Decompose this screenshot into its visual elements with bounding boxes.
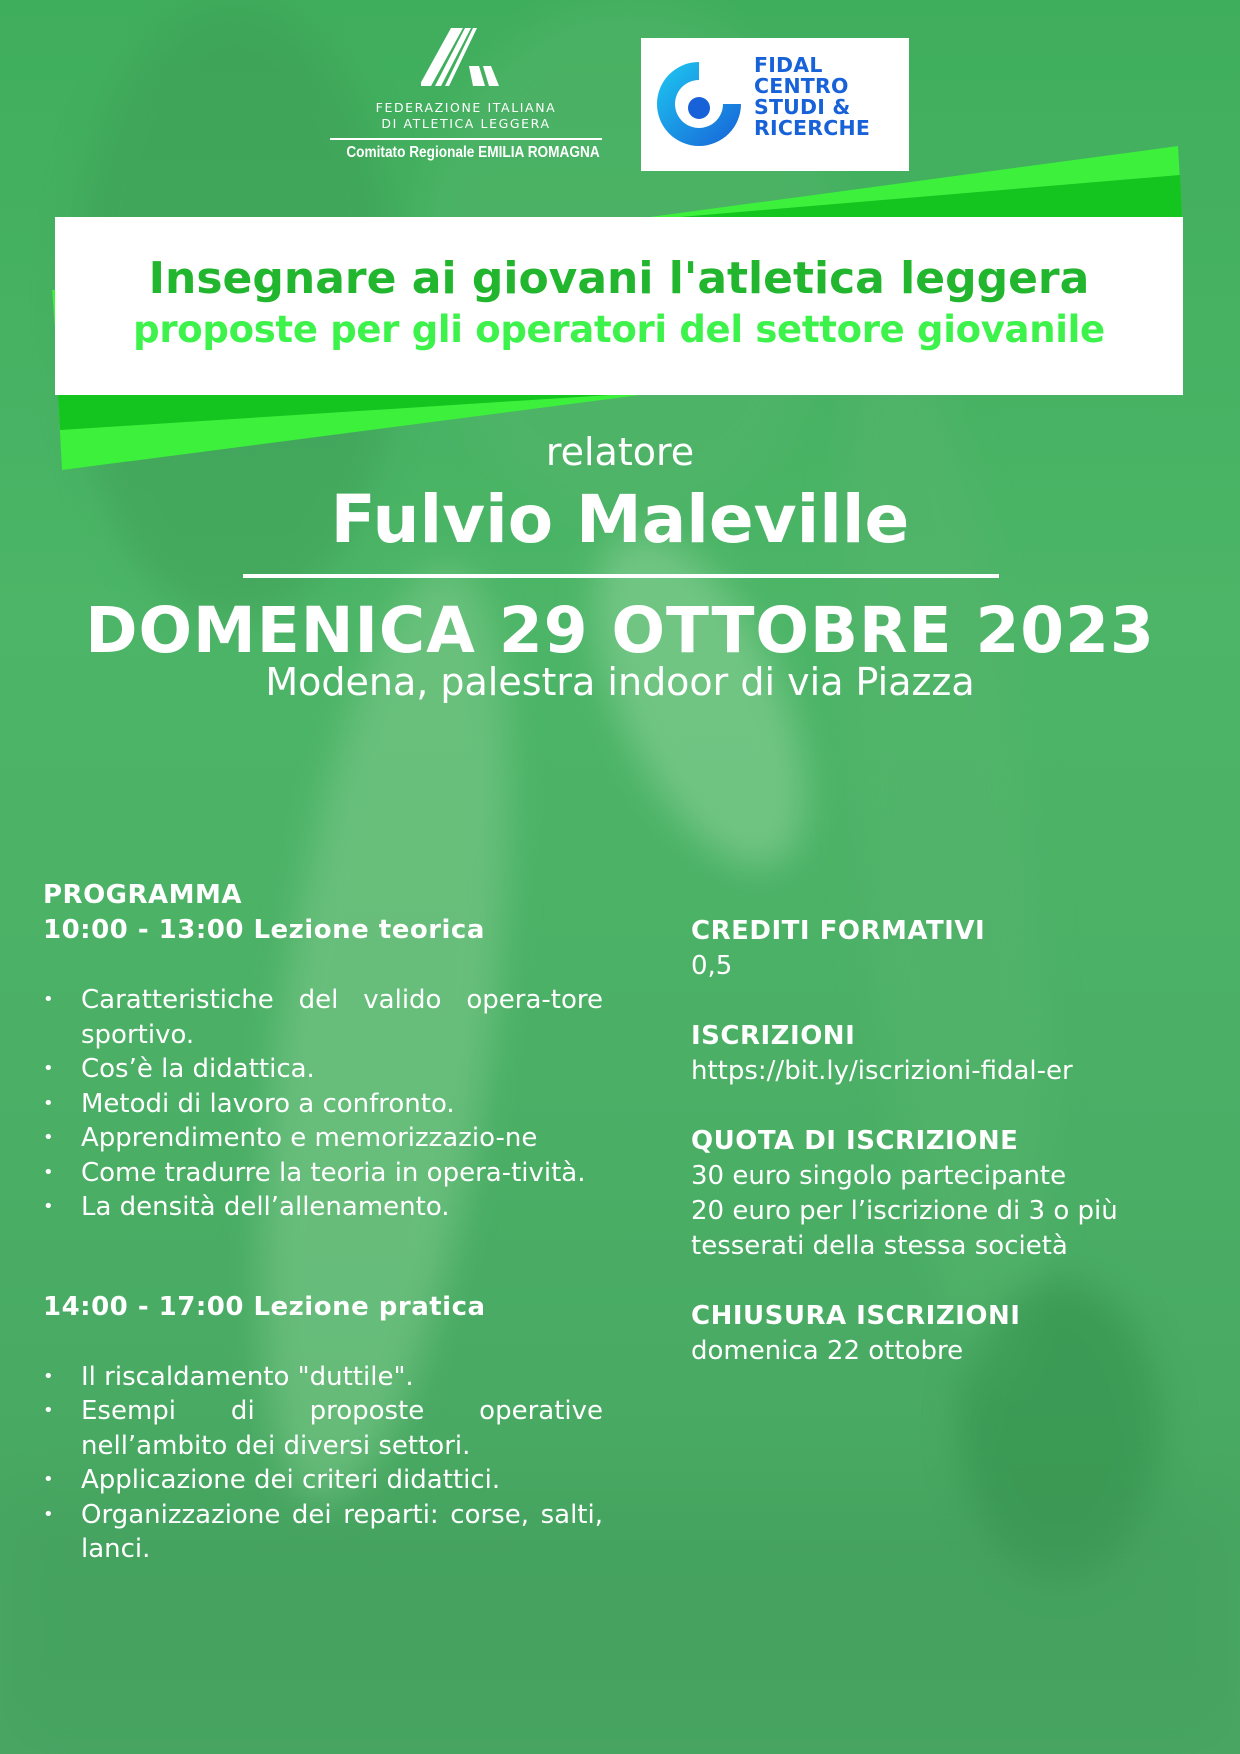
divider [243, 574, 999, 578]
quota-line2: 20 euro per l’iscrizione di 3 o più [691, 1196, 1118, 1226]
quota-heading: QUOTA DI ISCRIZIONE [691, 1126, 1019, 1156]
iscrizioni-link[interactable]: https://bit.ly/iscrizioni-fidal-er [691, 1056, 1073, 1086]
list-item: • Applicazione dei criteri didattici. [43, 1463, 603, 1498]
list-item: • Il riscaldamento "duttile". [43, 1360, 603, 1395]
fidal-comitato: Comitato Regionale EMILIA ROMAGNA [346, 144, 600, 161]
session2-title: 14:00 - 17:00 Lezione pratica [43, 1291, 486, 1322]
session1-title: 10:00 - 13:00 Lezione teorica [43, 915, 485, 945]
crediti-heading: CREDITI FORMATIVI [691, 916, 986, 946]
iscrizioni-heading: ISCRIZIONI [691, 1021, 856, 1051]
programma-heading: PROGRAMMA [43, 880, 243, 910]
quota-line3: tesserati della stessa società [691, 1231, 1068, 1261]
centro-studi-wordmark [754, 55, 870, 139]
csr-line4: RICERCHE [754, 116, 871, 140]
list-item: • Organizzazione dei reparti: corse, salti, lanci. [43, 1498, 603, 1567]
list-item: • Esempi di proposte operative nell’ambito dei diversi settori. [43, 1394, 603, 1463]
title-box [55, 217, 1183, 395]
list-item: • La densità dell’allenamento. [43, 1190, 603, 1225]
centro-studi-emblem-icon [649, 56, 749, 152]
programma-section [43, 878, 603, 1567]
crediti-value: 0,5 [691, 951, 733, 981]
list-item: • Apprendimento e memorizzazio-ne [43, 1121, 603, 1156]
list-item: • Cos’è la didattica. [43, 1052, 603, 1087]
fidal-name-line1: FEDERAZIONE ITALIANA [375, 100, 557, 115]
event-date: DOMENICA 29 OTTOBRE 2023 [85, 594, 1155, 667]
quota-line1: 30 euro singolo partecipante [691, 1161, 1067, 1191]
list-item: • Caratteristiche del valido opera-tore sportivo. [43, 983, 603, 1052]
course-title: Insegnare ai giovani l'atletica leggera [148, 253, 1090, 304]
event-venue: Modena, palestra indoor di via Piazza [265, 660, 975, 704]
fidal-name-line2: DI ATLETICA LEGGERA [381, 116, 551, 131]
csr-line3: STUDI & [754, 95, 851, 119]
chiusura-value: domenica 22 ottobre [691, 1336, 964, 1366]
csr-line2: CENTRO [754, 74, 849, 98]
session2-list [43, 1360, 603, 1567]
course-subtitle: proposte per gli operatori del settore giovanile [133, 308, 1105, 351]
session1-list [43, 983, 603, 1225]
fidal-emblem-icon [421, 28, 511, 86]
speaker-label: relatore [545, 430, 695, 474]
info-section [691, 914, 1211, 1369]
speaker-name: Fulvio Maleville [330, 481, 910, 558]
csr-line1: FIDAL [754, 53, 823, 77]
list-item: • Come tradurre la teoria in opera-tività. [43, 1156, 603, 1191]
chiusura-heading: CHIUSURA ISCRIZIONI [691, 1301, 1021, 1331]
list-item: • Metodi di lavoro a confronto. [43, 1087, 603, 1122]
